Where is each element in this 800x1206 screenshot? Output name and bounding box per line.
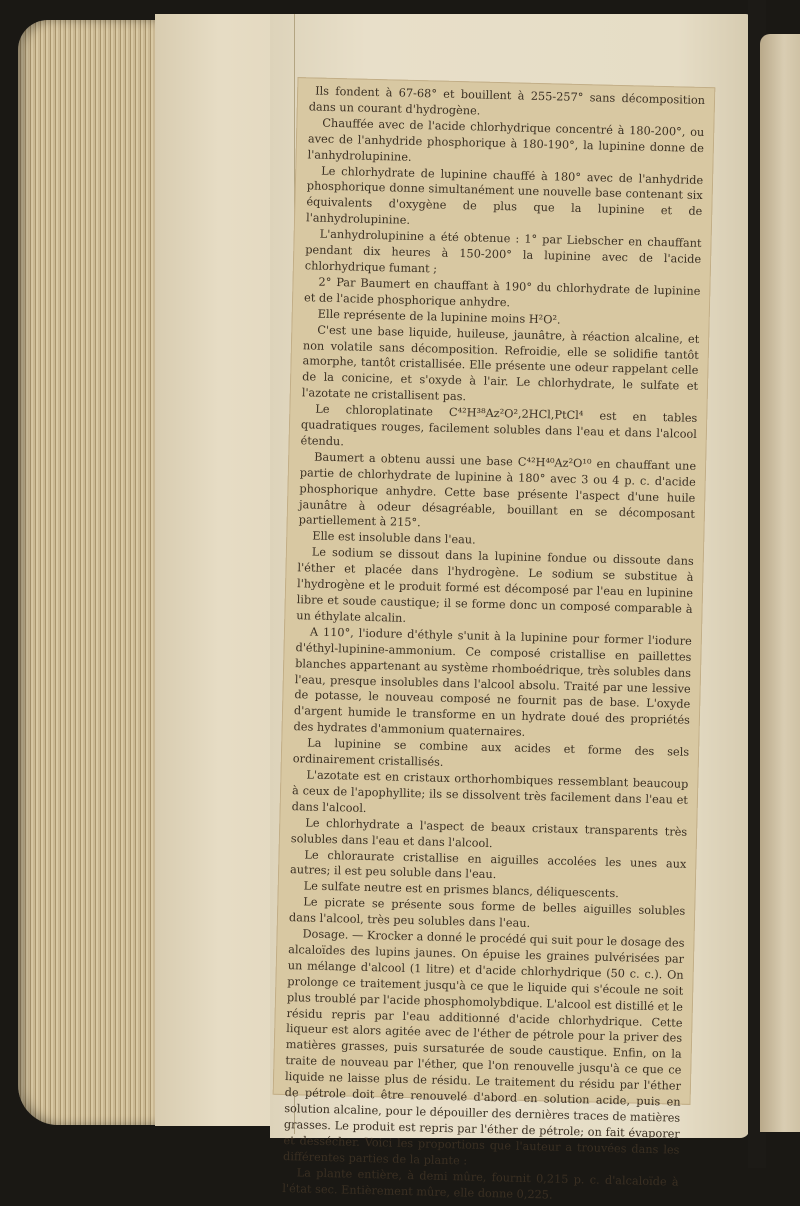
paragraph: Baumert a obtenu aussi une base C⁴²H⁴⁰Az²O¹⁰ en chauffant une partie de chlorhydrate de lupinine à 180° avec 3 ou 4 p. c. d'acide phosphorique anhydre. Cette base présente l'aspect d'une huile jaunâtre à odeur désagréable, bouillant en se décomposant partiellement à 215°. xyxy=(298,450,697,530)
paragraph: L'anhydrolupinine a été obtenue : 1° par Liebscher en chauffant pendant dix heures à 150-200° la lupinine avec de l'acide chlorhydrique fumant ; xyxy=(304,227,702,276)
paragraph: Elle est insoluble dans l'eau. xyxy=(312,529,476,547)
paragraph: Le picrate se présente sous forme de belles aiguilles solubles dans l'alcool, très peu solubles dans l'eau. xyxy=(288,895,686,931)
next-page-edge xyxy=(760,34,800,1132)
paragraph: Le chloraurate cristallise en aiguilles accolées les unes aux autres; il est peu soluble dans l'eau. xyxy=(289,847,687,882)
paragraph: C'est une base liquide, huileuse, jaunâtre, à réaction alcaline, et non volatile sans décomposition. Refroidie, elle se solidifie tantôt amorphe, tantôt cristallisée. Elle présente une odeur rappelant celle de la conicine, et s'oxyde à l'air. Le chlorhydrate, le sulfate et l'azotate ne cristallisent pas. xyxy=(301,323,700,404)
paragraph: Elle représente de la lupinine moins H²O². xyxy=(317,307,561,327)
paragraph: Ils fondent à 67-68° et bouillent à 255-257° sans décomposition dans un courant d'hydrogène. xyxy=(308,84,706,118)
paragraph: Dosage. — Krocker a donné le procédé qui suit pour le dosage des alcaloïdes des lupins jaunes. On épuise les graines pulvérisées par un mélange d'alcool (1 litre) et d'acide chlorhydrique (50 c. c.). On prolonge ce traitement jusqu'à ce que le liquide qui s'écoule ne soit plus troublé par l'acide phosphomolybdique. L'alcool est distillé et le résidu repris par l'eau additionné d'acide chlorhydrique. Cette liqueur est alors agitée avec de l'éther de pétrole pour la priver des matières grasses, puis sursaturée de soude caustique. Enfin, on la traite de nouveau par l'éther, que l'on renouvelle jusqu'à ce que ce liquide ne laisse plus de résidu. Le traitement du résidu par l'éther de pétrole doit être renouvelé d'abord en solution acide, puis en solution alcaline, pour le dépouiller des dernières traces de matières grasses. Le produit est repris par l'éther de pétrole; on fait évaporer et dessécher. Voici les proportions que l'auteur a trouvées dans les différentes parties de la plante : xyxy=(282,927,685,1168)
book-page-edges xyxy=(18,20,168,1125)
paragraph: La lupinine se combine aux acides et forme des sels ordinairement cristallisés. xyxy=(292,736,690,769)
paragraph: Le sodium se dissout dans la lupinine fondue ou dissoute dans l'éther et placée dans l'hydrogène. Le sodium se substitue à l'hydrogène et le produit formé est décomposé par l'eau en lupinine libre et soude caustique; il se forme donc un composé comparable à un éthylate alcalin. xyxy=(296,545,694,625)
pasted-clipping xyxy=(273,77,716,1202)
paragraph: Le chlorhydrate de lupinine chauffé à 180° avec de l'anhydride phosphorique donne simultanément une nouvelle base contenant six équivalents d'oxygène de plus que la lupinine et de l'anhydrolupinine. xyxy=(305,164,704,228)
paragraph: L'azotate est en cristaux orthorhombiques ressemblant beaucoup à ceux de l'apophyllite; ils se dissolvent très facilement dans l'eau et dans l'alcool. xyxy=(291,768,689,815)
paragraph: Chauffée avec de l'acide chlorhydrique concentré à 180-200°, ou avec de l'anhydride phosphorique à 180-190°, la lupinine donne de l'anhydrolupinine. xyxy=(307,116,705,164)
paragraph: A 110°, l'iodure d'éthyle s'unit à la lupinine pour former l'iodure d'éthyl-lupinine-ammonium. Ce composé cristallise en paillettes blanches appartenant au système rhomboédrique, très solubles dans l'eau, presque insolubles dans l'alcool absolu. Traité par une lessive de potasse, le nouveau composé ne fournit pas de base. L'oxyde d'argent humide le transforme en un hydrate doué des propriétés des hydrates d'ammonium quaternaires. xyxy=(293,625,692,740)
paragraph: 2° Par Baumert en chauffant à 190° du chlorhydrate de lupinine et de l'acide phosphorique anhydre. xyxy=(303,275,701,310)
paragraph: La plante entière, à demi mûre, fournit 0,215 p. c. d'alcaloïde à l'état sec. Entièrement mûre, elle donne 0,225. xyxy=(282,1165,679,1202)
clipping-text xyxy=(282,83,705,1206)
paragraph: Le sulfate neutre est en prismes blancs, déliquescents. xyxy=(303,879,619,901)
paragraph: Le chloroplatinate C⁴²H³⁸Az²O²,2HCl,PtCl⁴ est en tables quadratiques rouges, facilement solubles dans l'eau et dans l'alcool étendu. xyxy=(300,402,698,449)
paragraph: Le chlorhydrate a l'aspect de beaux cristaux transparents très solubles dans l'eau et dans l'alcool. xyxy=(290,816,688,850)
